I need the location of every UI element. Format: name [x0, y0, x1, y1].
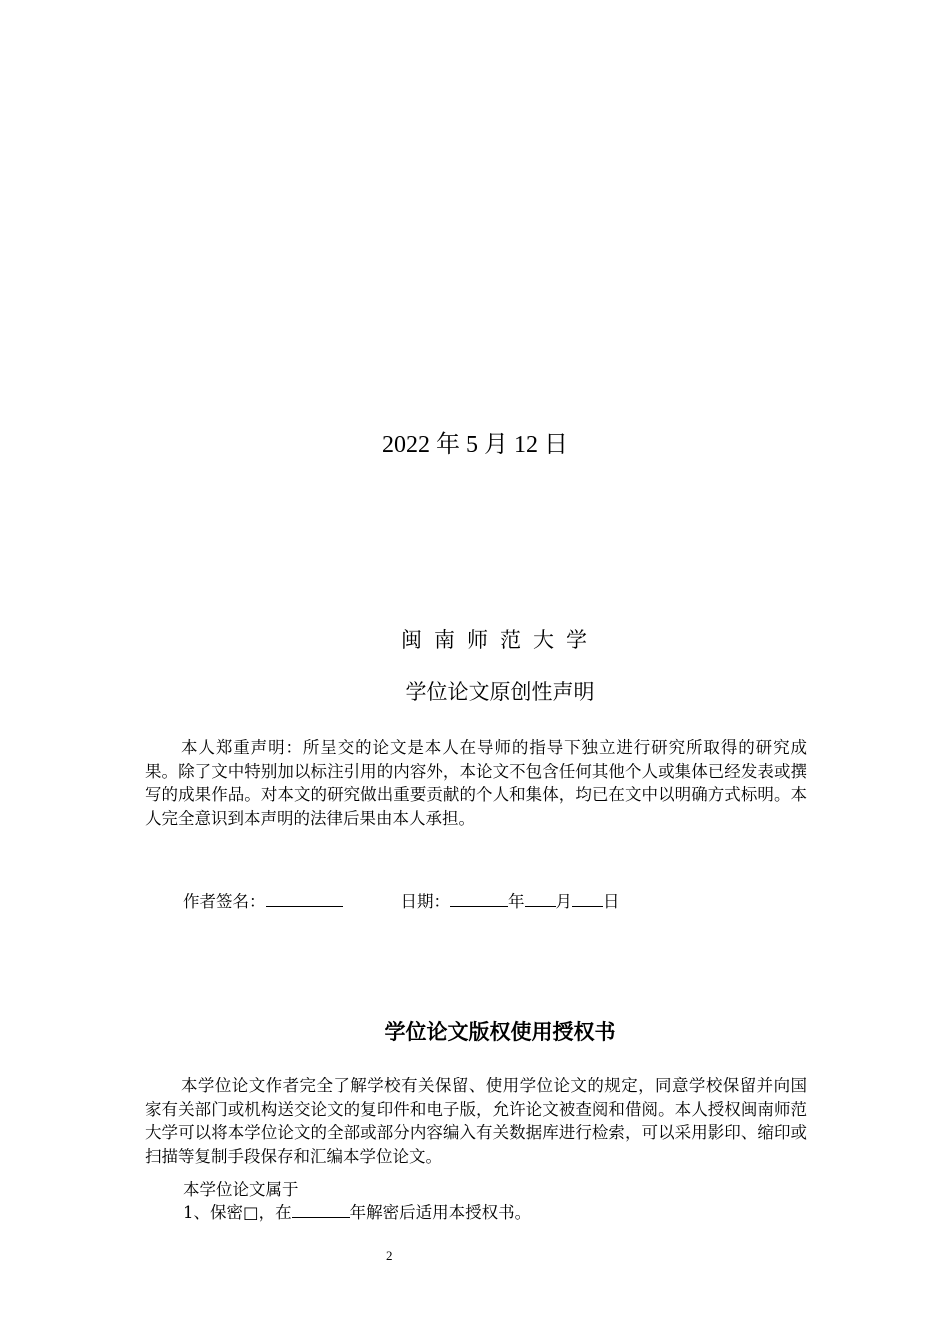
authorization-body: 本学位论文作者完全了解学校有关保留、使用学位论文的规定，同意学校保留并向国家有关部门或机构送交论文的复印件和电子版，允许论文被查阅和借阅。本人授权闽南师范大学可以将本学位论文的全部或部分内容编入有关数据库进行检索，可以采用影印、缩印或扫描等复制手段保存和汇编本学位论文。	[145, 1076, 807, 1166]
option1-suffix: 年解密后适用本授权书。	[349, 1203, 532, 1223]
year-blank[interactable]	[450, 888, 508, 907]
signature-row	[183, 888, 620, 912]
month-label: 月	[555, 892, 572, 912]
decrypt-year-blank[interactable]	[292, 1199, 350, 1218]
page-number: 2	[386, 1248, 393, 1263]
signature-label: 作者签名：	[183, 892, 266, 912]
month-blank[interactable]	[525, 888, 556, 907]
belongs-label: 本学位论文属于	[183, 1180, 299, 1199]
authorization-title: 学位论文版权使用授权书	[384, 1020, 616, 1044]
top-date: 2022 年 5 月 12 日	[382, 432, 568, 458]
declaration-title: 学位论文原创性声明	[405, 680, 595, 704]
year-label: 年	[508, 892, 525, 912]
option-confidential	[183, 1199, 531, 1223]
declaration-body: 本人郑重声明：所呈交的论文是本人在导师的指导下独立进行研究所取得的研究成果。除了文中特别加以标注引用的内容外，本论文不包含任何其他个人或集体已经发表或撰写的成果作品。对本文的研究做出重要贡献的个人和集体，均已在文中以明确方式标明。本人完全意识到本声明的法律后果由本人承担。	[145, 738, 807, 828]
university-name: 闽南师范大学	[401, 628, 599, 652]
signature-blank[interactable]	[266, 888, 343, 907]
option1-prefix: 1、保密□，在	[183, 1203, 292, 1223]
date-label: 日期：	[400, 892, 450, 912]
day-label: 日	[603, 892, 620, 912]
day-blank[interactable]	[572, 888, 603, 907]
